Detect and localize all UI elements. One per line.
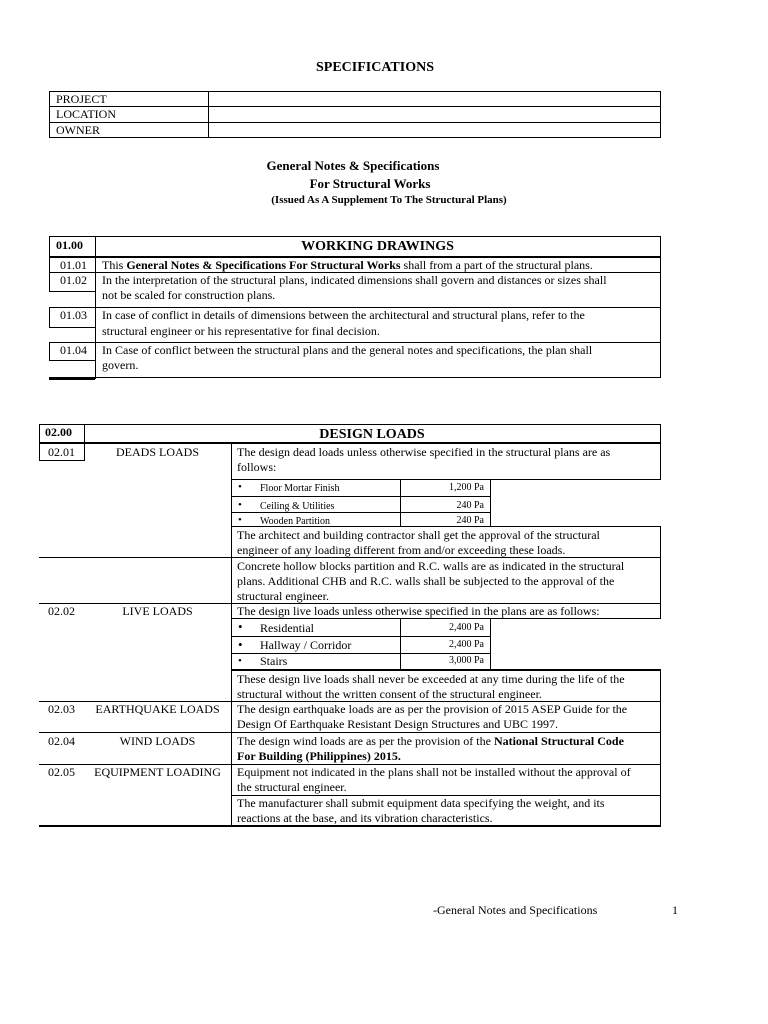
dead-note1-line1: The architect and building contractor shall get the approval of the structural [237,528,600,542]
item-0103-number: 01.03 [60,308,87,322]
dead-row-name: Ceiling & Utilities [260,501,335,512]
item-0205-label: EQUIPMENT LOADING [94,765,221,779]
live-row-name: Stairs [260,654,288,668]
footer-text: -General Notes and Specifications [433,903,598,917]
item-0203-number: 02.03 [48,702,75,716]
notes-title-line1: General Notes & Specifications [266,158,440,173]
page-number: 1 [672,903,678,917]
dead-row-name: Wooden Partition [260,516,331,527]
live-intro: The design live loads unless otherwise specified in the plans are as follows: [237,604,600,618]
section2-number: 02.00 [45,425,72,439]
item-0202-number: 02.02 [48,604,75,618]
wind-line2: For Building (Philippines) 2015. [237,749,401,763]
item-0101-text: This General Notes & Specifications For Structural Works shall from a part of the structural plans. [102,258,593,272]
dead-row-value: 1,200 Pa [449,482,484,493]
page-title: SPECIFICATIONS [316,60,434,75]
dead-note2-line1: Concrete hollow blocks partition and R.C. walls are as indicated in the structural [237,559,625,573]
dead-note2-line2: plans. Additional CHB and R.C. walls shall be subjected to the approval of the [237,574,615,588]
live-row-value: 2,400 Pa [449,639,484,650]
live-row-value: 3,000 Pa [449,655,484,666]
notes-title-line3: (Issued As A Supplement To The Structural Plans) [271,194,507,206]
live-note-line2: structural without the written consent of the structural engineer. [237,687,542,701]
live-row-name: Residential [260,621,314,635]
equip-line1: Equipment not indicated in the plans shall not be installed without the approval of [237,765,631,779]
item-0204-label: WIND LOADS [119,734,196,748]
section2-title: DESIGN LOADS [319,427,425,442]
live-row-value: 2,400 Pa [449,622,484,633]
owner-label: OWNER [56,123,100,137]
section1-title: WORKING DRAWINGS [301,239,454,254]
item-0204-number: 02.04 [48,734,75,748]
live-row-name: Hallway / Corridor [260,638,352,652]
equip-line3: The manufacturer shall submit equipment data specifying the weight, and its [237,796,605,810]
section1-number: 01.00 [56,238,83,252]
item-0201-label: DEADS LOADS [115,445,199,459]
item-0102-number: 01.02 [60,273,87,287]
bullet-icon: • [238,499,242,511]
bullet-icon: • [238,655,242,667]
dead-intro-line2: follows: [237,460,277,474]
item-0205-number: 02.05 [48,765,75,779]
item-0104-number: 01.04 [60,343,87,357]
item-0104-line2: govern. [102,358,139,372]
item-0104-line1: In Case of conflict between the structural plans and the general notes and specifications, the plan shall [102,343,593,357]
item-0101-number: 01.01 [60,258,87,272]
live-note-line1: These design live loads shall never be exceeded at any time during the life of the [237,672,625,686]
item-0102-line2: not be scaled for construction plans. [102,288,276,302]
location-label: LOCATION [56,107,116,121]
item-0201-number: 02.01 [48,445,75,459]
dead-row-name: Floor Mortar Finish [260,483,340,494]
project-label: PROJECT [56,92,107,106]
dead-intro-line1: The design dead loads unless otherwise specified in the structural plans are as [237,445,611,459]
item-0103-line1: In case of conflict in details of dimensions between the architectural and structural plans, refer to the [102,308,585,322]
item-0103-line2: structural engineer or his representative for final decision. [102,324,380,338]
dead-note1-line2: engineer of any loading different from and/or exceeding these loads. [237,543,566,557]
equip-line4: reactions at the base, and its vibration characteristics. [237,811,493,825]
quake-line2: Design Of Earthquake Resistant Design Structures and UBC 1997. [237,717,558,731]
equip-line2: the structural engineer. [237,780,347,794]
notes-title-line2: For Structural Works [309,176,431,191]
item-0202-label: LIVE LOADS [122,604,193,618]
item-0102-line1: In the interpretation of the structural plans, indicated dimensions shall govern and distances or sizes shall [102,273,607,287]
item-0203-label: EARTHQUAKE LOADS [95,702,220,716]
wind-line1: The design wind loads are as per the provision of the National Structural Code [237,734,624,748]
bullet-icon: • [238,481,242,493]
dead-note2-line3: structural engineer. [237,589,329,603]
bullet-icon: • [238,514,242,526]
bullet-icon: • [238,619,243,634]
quake-line1: The design earthquake loads are as per the provision of 2015 ASEP Guide for the [237,702,628,716]
dead-row-value: 240 Pa [456,515,484,526]
dead-row-value: 240 Pa [456,500,484,511]
bullet-icon: • [238,637,243,652]
